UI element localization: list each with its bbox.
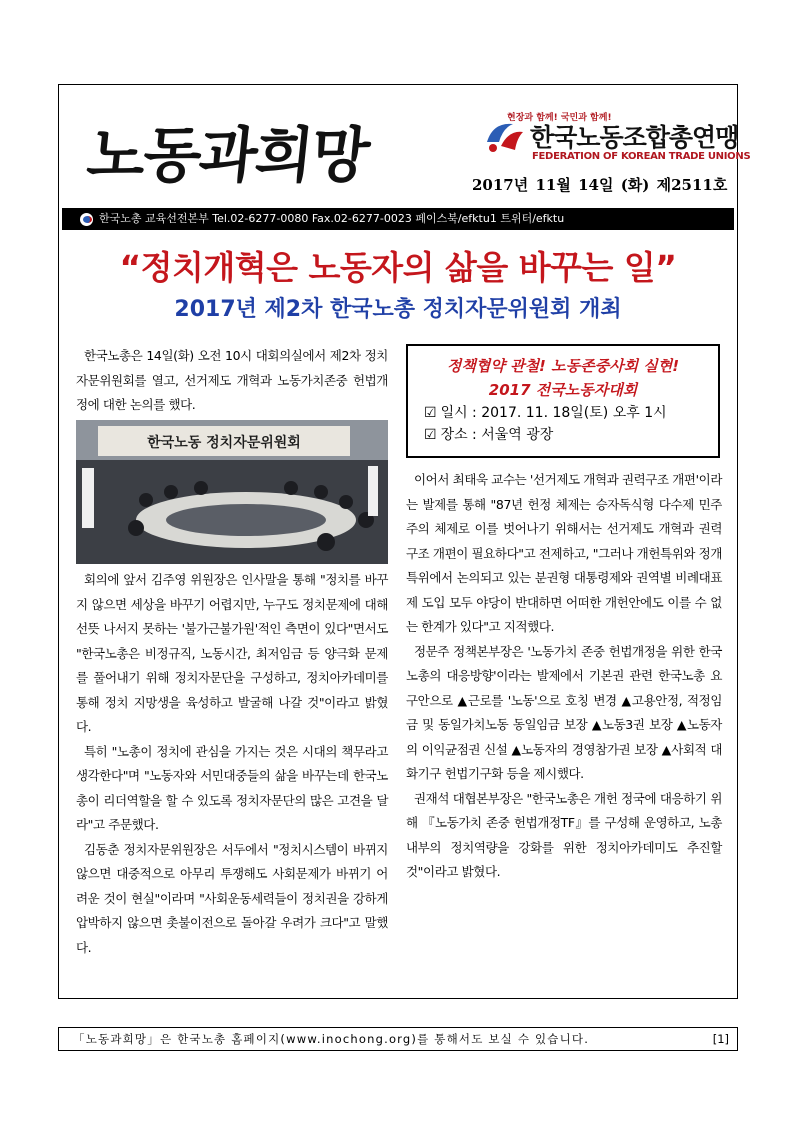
event-title-line2: 2017 전국노동자대회 — [488, 381, 638, 399]
org-name-english: FEDERATION OF KOREAN TRADE UNIONS — [532, 151, 751, 162]
issue-date — [472, 174, 729, 195]
article-paragraph: 회의에 앞서 김주영 위원장은 인사말을 통해 "정치를 바꾸지 않으면 세상을 바꾸기 어렵지만, 누구도 정치문제에 대해 선뜻 나서지 못하는 '불가근불가원'적인 측면이 있다"면서도 "한국노총은 비정규직, 노동시간, 최저임금 등 양극화 문제를 풀어내기 위해 정치자문단을 구성하고, 정치아카데미를 통해 정치 지망생을 육성하고 발굴해 나갈 것"이라고 밝혔다. — [76, 572, 388, 734]
article-paragraph: 특히 "노총이 정치에 관심을 가지는 것은 시대의 책무라고 생각한다"며 "노동자와 서민대중들의 삶을 바꾸는데 한국노총이 리더역할을 할 수 있도록 정치자문단의 많은 고견을 달라"고 주문했다. — [76, 743, 388, 832]
issue-weekday: (화) — [620, 176, 650, 194]
checkbox-icon: ☑ — [424, 427, 437, 443]
event-date — [424, 402, 718, 424]
event-place-text: 장소 : 서울역 광장 — [440, 427, 554, 443]
event-title-line1: 정책협약 관철! 노동존중사회 실현! — [446, 357, 680, 375]
contact-bar — [62, 208, 734, 230]
issue-month: 11월 — [535, 176, 571, 194]
fktu-mini-logo-icon — [80, 213, 93, 226]
masthead — [70, 94, 751, 204]
issue-year: 2017년 — [472, 176, 529, 194]
checkbox-icon: ☑ — [424, 405, 437, 421]
article-paragraph: 이어서 최태욱 교수는 '선거제도 개혁과 권력구조 개편'이라는 발제를 통해 "87년 헌정 체제는 승자독식형 다수제 민주주의 체제로 이를 벗어나기 위해서는 선거제도 개혁과 권력구조 개편이 필요하다"고 전제하고, "그러나 개헌특위와 정개특위에서 논의되고 있는 분권형 대통령제와 권역별 비례대표제 도입 모두 야당이 반대하면 어떠한 개헌안에도 이를 수 없는 한계가 있다"고 지적했다. — [406, 472, 722, 634]
event-notice-box — [406, 344, 720, 458]
contact-text: 한국노총 교육선전본부 Tel.02-6277-0080 Fax.02-6277-0023 페이스북/efktu1 트위터/efktu — [99, 212, 565, 225]
org-slogan: 현장과 함께! 국민과 함께! — [507, 113, 612, 123]
footer — [58, 1027, 738, 1051]
page-number: [1] — [712, 1032, 729, 1046]
meeting-photo — [76, 420, 388, 564]
article-paragraph: 권재석 대협본부장은 "한국노총은 개헌 정국에 대응하기 위해 『노동가치 존중 헌법개정TF』를 구성해 운영하고, 노총 내부의 정치역량을 강화를 위한 정치아카데미도 추진할 것"이라고 밝혔다. — [406, 790, 722, 879]
article-column-right — [406, 468, 722, 885]
headline: “정치개혁은 노동자의 삶을 바꾸는 일” — [119, 248, 677, 287]
subheadline: 2017년 제2차 한국노총 정치자문위원회 개최 — [174, 297, 622, 322]
issue-day: 14일 — [578, 176, 614, 194]
fktu-emblem-icon — [483, 116, 527, 156]
event-place — [424, 424, 718, 446]
article-column-left — [76, 568, 388, 960]
event-date-text: 일시 : 2017. 11. 18일(토) 오후 1시 — [440, 405, 667, 421]
article-column-left-top — [76, 344, 388, 418]
meeting-photo-image — [76, 420, 388, 564]
article-paragraph: 한국노총은 14일(화) 오전 10시 대회의실에서 제2차 정치자문위원회를 열고, 선거제도 개혁과 노동가치존중 헌법개정에 대한 논의를 했다. — [76, 348, 388, 412]
article-paragraph: 김동춘 정치자문위원장은 서두에서 "정치시스템이 바뀌지 않으면 대중적으로 아무리 투쟁해도 사회문제가 바뀌기 어려운 것이 현실"이라며 "사회운동세력들이 정치권을 강하게 압박하지 않으면 촛불이전으로 돌아갈 우려가 크다"고 말했다. — [76, 841, 388, 955]
newsletter-title: 노동과희망 — [83, 121, 371, 191]
article-paragraph: 정문주 정책본부장은 '노동가치 존중 헌법개정을 위한 한국노총의 대응방향'이라는 발제에서 기본권 관련 한국노총 요구안으로 ▲근로를 '노동'으로 호칭 변경 ▲고용안정, 적정임금 및 동일가치노동 동일임금 보장 ▲노동3권 보장 ▲노동자의 이익균점권 신설 ▲노동자의 경영참가권 보장 ▲사회적 대화기구 헌법기구화 등을 제시했다. — [406, 643, 722, 781]
event-title — [408, 354, 718, 402]
issue-number: 제2511호 — [656, 176, 728, 194]
org-name: 한국노동조합총연맹 — [530, 123, 739, 152]
footer-text: 「노동과희망」은 한국노총 홈페이지(www.inochong.org)를 통해서도 보실 수 있습니다. — [73, 1032, 590, 1046]
photo-banner-text: 한국노동 정치자문위원회 — [147, 435, 301, 451]
